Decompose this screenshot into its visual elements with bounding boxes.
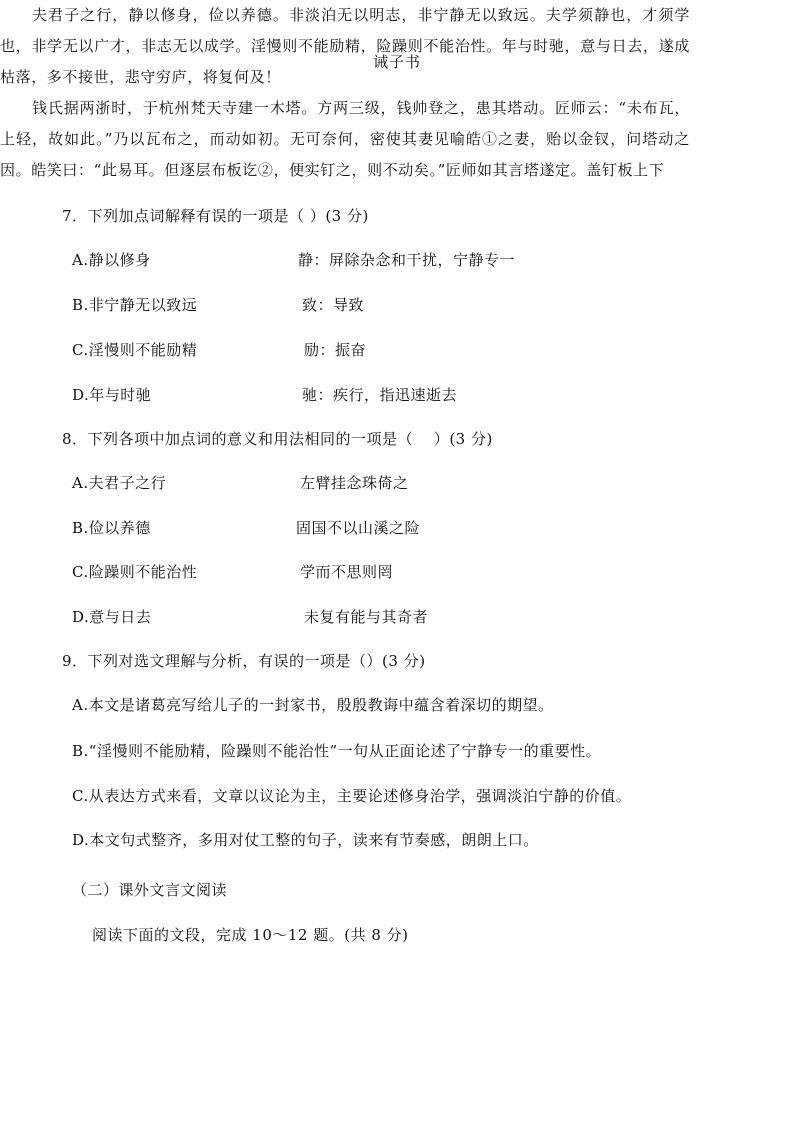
q7-option-d: D.年与时驰	[72, 386, 152, 404]
passage-fantian-tower: 钱氏据两浙时，于杭州梵天寺建一木塔。方两三级，钱帅登之，患其塔动。匠师云：“未布瓦，上轻，故如此。”乃以瓦布之，而动如初。无可奈何，密使其妻见喻皓①之妻，贻以金钗，问塔动之因。皓笑曰：“此易耳。但逐层布板讫②，便实钉之，则不动矣。”匠师如其言塔遂定。盖钉板上下	[0, 99, 690, 179]
q8-option-c: C.险躁则不能治性	[72, 563, 198, 581]
q8-option-b: B.俭以养德	[72, 519, 151, 537]
q9-option-c: C.从表达方式来看，文章以议论为主，主要论述修身治学，强调淡泊宁静的价值。	[72, 787, 632, 805]
q8-option-a-explain: 左臂挂念珠倚之	[300, 474, 409, 492]
q7-option-d-explain: 驰：疾行，指迅速逝去	[302, 386, 458, 404]
q7-option-a-explain: 静：屏除杂念和干扰，宁静专一	[298, 251, 516, 269]
section-2-intro: 阅读下面的文段，完成 10～12 题。(共 8 分)	[92, 926, 409, 944]
page-title: 诫子书	[372, 53, 421, 71]
q9-option-b: B.“淫慢则不能励精，险躁则不能治性”一句从正面论述了宁静专一的重要性。	[72, 742, 602, 760]
question-8-stem: 8．下列各项中加点词的意义和用法相同的一项是（ ）(3 分)	[62, 430, 493, 448]
q8-option-d: D.意与日去	[72, 608, 152, 626]
q7-option-a: A.静以修身	[72, 251, 151, 269]
q7-option-b-explain: 致：导致	[302, 296, 365, 314]
q9-option-d: D.本文句式整齐，多用对仗工整的句子，读来有节奏感，朗朗上口。	[72, 831, 539, 849]
q7-option-c: C.淫慢则不能励精	[72, 341, 198, 359]
q8-option-d-explain: 未复有能与其奇者	[304, 608, 429, 626]
question-9-stem: 9．下列对选文理解与分析，有误的一项是（）(3 分)	[62, 652, 426, 670]
q8-option-c-explain: 学而不思则罔	[300, 563, 394, 581]
q7-option-c-explain: 励：振奋	[304, 341, 367, 359]
q7-option-b: B.非宁静无以致远	[72, 296, 198, 314]
q9-option-a: A.本文是诸葛亮写给儿子的一封家书，殷殷教诲中蕴含着深切的期望。	[72, 696, 554, 714]
section-2-heading: （二）课外文言文阅读	[72, 881, 228, 899]
q8-option-a: A.夫君子之行	[72, 474, 167, 492]
passage-jiezishu: 夫君子之行，静以修身，俭以养德。非淡泊无以明志，非宁静无以致远。夫学须静也，才须学也，非学无以广才，非志无以成学。淫慢则不能励精，险躁则不能治性。年与时驰，意与日去，遂成枯落，多不接世，悲守穷庐，将复何及！	[0, 6, 690, 86]
q8-option-b-explain: 固国不以山溪之险	[296, 519, 421, 537]
question-7-stem: 7．下列加点词解释有误的一项是（ ）(3 分)	[62, 207, 369, 225]
